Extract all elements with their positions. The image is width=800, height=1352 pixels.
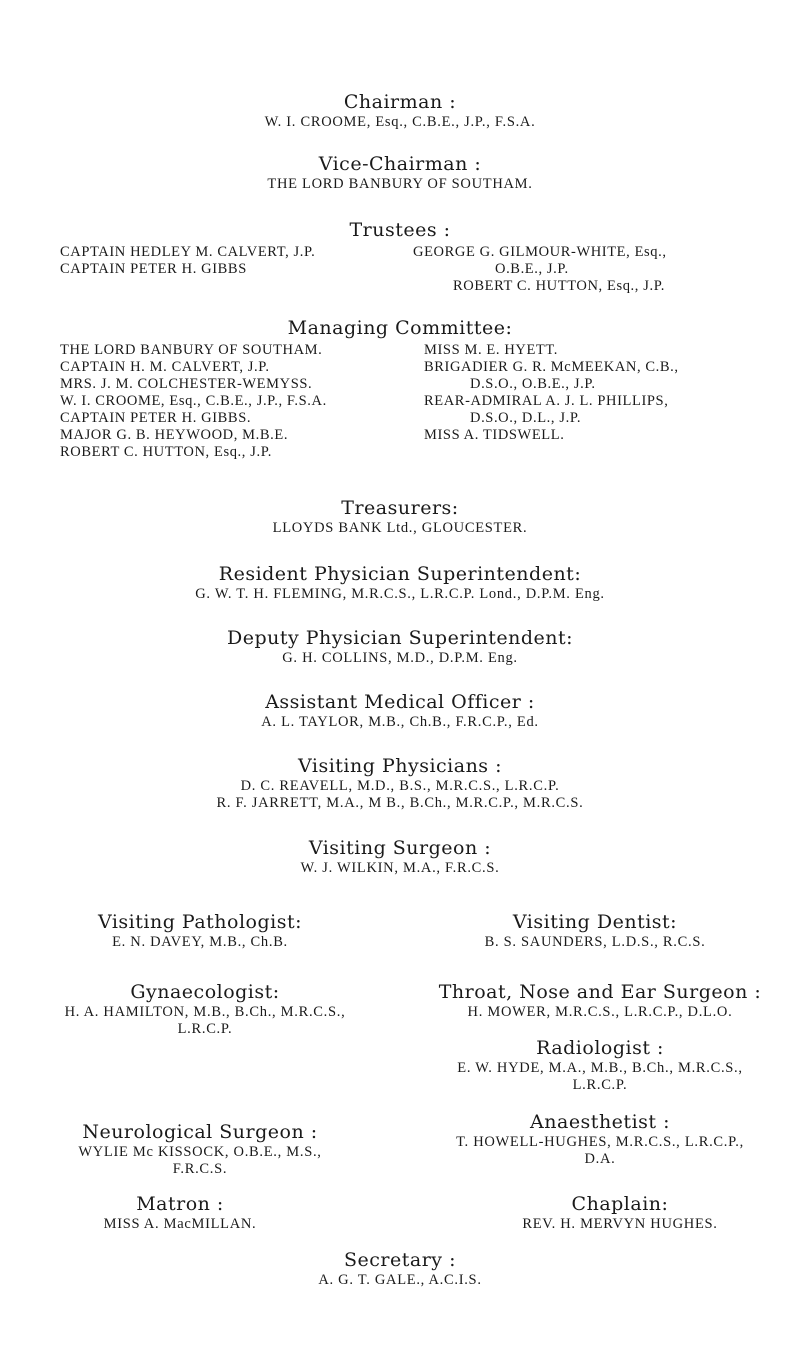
neurological-surgeon-heading: Neurological Surgeon : xyxy=(82,1121,318,1143)
committee-member: THE LORD BANBURY OF SOUTHAM. xyxy=(60,342,323,358)
treasurers-name: LLOYDS BANK Ltd., GLOUCESTER. xyxy=(272,520,528,536)
managing-committee-heading: Managing Committee: xyxy=(287,317,513,339)
vice-chairman-name: THE LORD BANBURY OF SOUTHAM. xyxy=(267,176,533,192)
visiting-physicians-section xyxy=(0,754,800,812)
visiting-dentist-heading: Visiting Dentist: xyxy=(512,911,678,933)
trustees-right-column xyxy=(413,244,667,295)
visiting-pathologist-section xyxy=(30,910,370,951)
treasurers-section xyxy=(0,496,800,537)
radiologist-heading: Radiologist : xyxy=(536,1037,664,1059)
committee-member: CAPTAIN H. M. CALVERT, J.P. xyxy=(60,359,270,375)
committee-member: MAJOR G. B. HEYWOOD, M.B.E. xyxy=(60,427,289,443)
vice-chairman-heading: Vice-Chairman : xyxy=(318,153,482,175)
throat-surgeon-heading: Throat, Nose and Ear Surgeon : xyxy=(438,981,762,1003)
resident-physician-heading: Resident Physician Superintendent: xyxy=(218,563,582,585)
matron-section xyxy=(20,1192,340,1233)
deputy-physician-name: G. H. COLLINS, M.D., D.P.M. Eng. xyxy=(282,650,518,666)
anaesthetist-name-continued: D.A. xyxy=(584,1151,616,1167)
visiting-physicians-heading: Visiting Physicians : xyxy=(298,755,502,777)
radiologist-name-continued: L.R.C.P. xyxy=(572,1077,628,1093)
trustee-name: GEORGE G. GILMOUR-WHITE, Esq., xyxy=(413,244,667,260)
committee-member: MISS A. TIDSWELL. xyxy=(424,427,565,443)
committee-member: W. I. CROOME, Esq., C.B.E., J.P., F.S.A. xyxy=(60,393,327,409)
visiting-dentist-section xyxy=(420,910,770,951)
matron-heading: Matron : xyxy=(136,1193,224,1215)
treasurers-heading: Treasurers: xyxy=(341,497,459,519)
resident-physician-section xyxy=(0,562,800,603)
neurological-surgeon-section xyxy=(20,1120,380,1178)
chaplain-heading: Chaplain: xyxy=(571,1193,669,1215)
committee-right-column xyxy=(424,342,679,444)
gynaecologist-heading: Gynaecologist: xyxy=(130,981,280,1003)
neurological-surgeon-name: WYLIE Mc KISSOCK, O.B.E., M.S., xyxy=(78,1144,322,1160)
visiting-pathologist-name: E. N. DAVEY, M.B., Ch.B. xyxy=(112,934,288,950)
committee-member: MRS. J. M. COLCHESTER-WEMYSS. xyxy=(60,376,313,392)
neurological-surgeon-name-continued: F.R.C.S. xyxy=(172,1161,228,1177)
trustee-name: CAPTAIN PETER H. GIBBS xyxy=(60,261,247,277)
visiting-dentist-name: B. S. SAUNDERS, L.D.S., R.C.S. xyxy=(484,934,706,950)
visiting-physician-name: D. C. REAVELL, M.D., B.S., M.R.C.S., L.R.C.P. xyxy=(240,778,560,794)
gynaecologist-name: H. A. HAMILTON, M.B., B.Ch., M.R.C.S., xyxy=(64,1004,346,1020)
committee-member-continued: D.S.O., O.B.E., J.P. xyxy=(470,376,596,392)
radiologist-section xyxy=(410,1036,790,1094)
deputy-physician-heading: Deputy Physician Superintendent: xyxy=(226,627,574,649)
committee-member: REAR-ADMIRAL A. J. L. PHILLIPS, xyxy=(424,393,669,409)
committee-member-continued: D.S.O., D.L., J.P. xyxy=(470,410,582,426)
resident-physician-name: G. W. T. H. FLEMING, M.R.C.S., L.R.C.P. Lond., D.P.M. Eng. xyxy=(195,586,605,602)
committee-member: MISS M. E. HYETT. xyxy=(424,342,558,358)
matron-name: MISS A. MacMILLAN. xyxy=(103,1216,257,1232)
chairman-section xyxy=(0,90,800,131)
radiologist-name: E. W. HYDE, M.A., M.B., B.Ch., M.R.C.S., xyxy=(457,1060,743,1076)
visiting-surgeon-section xyxy=(0,836,800,877)
anaesthetist-section xyxy=(410,1110,790,1168)
assistant-medical-section xyxy=(0,690,800,731)
trustees-section xyxy=(0,218,800,242)
trustees-heading: Trustees : xyxy=(349,219,451,241)
committee-member: ROBERT C. HUTTON, Esq., J.P. xyxy=(60,444,272,460)
throat-surgeon-name: H. MOWER, M.R.C.S., L.R.C.P., D.L.O. xyxy=(467,1004,733,1020)
secretary-name: A. G. T. GALE., A.C.I.S. xyxy=(318,1272,482,1288)
deputy-physician-section xyxy=(0,626,800,667)
trustee-name-continued: O.B.E., J.P. xyxy=(495,261,569,277)
gynaecologist-name-continued: L.R.C.P. xyxy=(177,1021,233,1037)
visiting-surgeon-heading: Visiting Surgeon : xyxy=(308,837,492,859)
trustee-name: ROBERT C. HUTTON, Esq., J.P. xyxy=(453,278,665,294)
anaesthetist-name: T. HOWELL-HUGHES, M.R.C.S., L.R.C.P., xyxy=(456,1134,744,1150)
assistant-medical-name: A. L. TAYLOR, M.B., Ch.B., F.R.C.P., Ed. xyxy=(261,714,539,730)
vice-chairman-section xyxy=(0,152,800,193)
chaplain-section xyxy=(460,1192,780,1233)
throat-surgeon-section xyxy=(410,980,790,1021)
visiting-physician-name: R. F. JARRETT, M.A., M B., B.Ch., M.R.C.P., M.R.C.S. xyxy=(216,795,584,811)
assistant-medical-heading: Assistant Medical Officer : xyxy=(265,691,535,713)
chairman-name: W. I. CROOME, Esq., C.B.E., J.P., F.S.A. xyxy=(264,114,536,130)
gynaecologist-section xyxy=(20,980,390,1038)
secretary-heading: Secretary : xyxy=(344,1249,456,1271)
committee-member: CAPTAIN PETER H. GIBBS. xyxy=(60,410,252,426)
committee-left-column xyxy=(60,342,327,461)
visiting-surgeon-name: W. J. WILKIN, M.A., F.R.C.S. xyxy=(300,860,500,876)
visiting-pathologist-heading: Visiting Pathologist: xyxy=(97,911,303,933)
trustee-name: CAPTAIN HEDLEY M. CALVERT, J.P. xyxy=(60,244,316,260)
committee-member: BRIGADIER G. R. McMEEKAN, C.B., xyxy=(424,359,679,375)
trustees-left-column xyxy=(60,244,315,278)
anaesthetist-heading: Anaesthetist : xyxy=(530,1111,670,1133)
managing-committee-section xyxy=(0,316,800,340)
chaplain-name: REV. H. MERVYN HUGHES. xyxy=(522,1216,718,1232)
chairman-heading: Chairman : xyxy=(343,91,457,113)
secretary-section xyxy=(0,1248,800,1289)
